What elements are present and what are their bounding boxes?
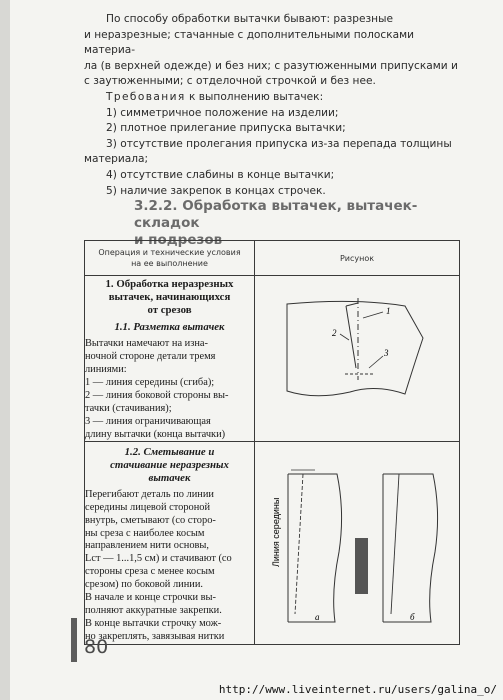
- piece-outline-b: [383, 474, 438, 622]
- subtitle-line: стачивание неразрезных: [110, 459, 229, 472]
- operation-cell: [85, 442, 255, 645]
- dart-top-mark: [346, 303, 358, 306]
- pattern-outline: [287, 301, 423, 395]
- leader-2: [340, 334, 349, 340]
- table-row: [85, 442, 460, 645]
- operation-title: [85, 278, 254, 316]
- dart-marking-figure: [255, 276, 460, 432]
- text-line: ны среза с наиболее косым: [85, 527, 205, 539]
- body-line: По способу обработки вытачки бывают: разрезные: [106, 13, 393, 25]
- text-line: полняют аккуратные закрепки.: [85, 604, 222, 616]
- header-line: Рисунок: [339, 253, 375, 263]
- text-line: Lст — 1...1,5 см) и стачивают (со: [85, 553, 232, 565]
- side-line: [346, 306, 356, 368]
- requirements-heading: [84, 90, 459, 106]
- column-header-figure: [255, 241, 460, 276]
- section-title-line: 3.2.2. Обработка вытачек, вытачек-складок: [134, 198, 418, 231]
- requirements-word: Требования: [106, 90, 186, 103]
- text-line: 3 — линия ограничивающая: [85, 415, 211, 427]
- figure-label-3: 3: [384, 348, 389, 358]
- requirement-item: материала;: [84, 153, 149, 166]
- text-line: срезом) по боковой линии.: [85, 579, 203, 591]
- subtitle-line: вытачек: [148, 472, 191, 485]
- header-line: на ее выполнение: [131, 259, 208, 268]
- body-line: с заутюженными; с отделочной строчкой и без нее.: [84, 75, 376, 88]
- text-line: Перегибают деталь по линии: [85, 488, 214, 500]
- operation-cell: [85, 276, 255, 442]
- leader-3: [369, 356, 383, 368]
- title-line: вытачек, начинающихся: [108, 290, 231, 303]
- text-line: 2 — линия боковой стороны вы-: [85, 389, 229, 401]
- figure-label-2: 2: [332, 328, 337, 338]
- table-header-row: [85, 241, 460, 276]
- requirement-item: 4) отсутствие слабины в конце вытачки;: [106, 168, 335, 181]
- text-line: 1 — линия середины (сгиба);: [85, 376, 215, 388]
- figure-label-1: 1: [386, 306, 391, 316]
- dart-basting-figure: [255, 442, 460, 640]
- requirement-item: 1) симметричное положение на изделии;: [106, 106, 339, 119]
- leader-1: [363, 312, 383, 318]
- header-line: Операция и технические условия: [98, 248, 241, 257]
- text-line: линиями:: [85, 364, 127, 375]
- text-line: Вытачки намечают на изна-: [85, 338, 208, 350]
- text-line: В конце вытачки строчку мож-: [85, 617, 222, 629]
- page-number-bar: [71, 618, 77, 662]
- text-line: направлением нити основы,: [85, 540, 210, 552]
- text-line: стороны среза с менее косым: [85, 566, 215, 578]
- seam-allowance-block: [355, 538, 368, 594]
- text-line: длину вытачки (конца вытачки): [85, 428, 226, 440]
- text-line: внутрь, сметывают (со сторо-: [85, 514, 216, 526]
- figure-label-a: а: [315, 612, 320, 623]
- text-line: середины лицевой стороной: [85, 501, 211, 513]
- requirement-item: 5) наличие закрепок в концах строчек.: [106, 184, 326, 197]
- text-line: ночной стороне детали тремя: [85, 351, 216, 363]
- title-line: 1. Обработка неразрезных: [105, 278, 234, 290]
- page-edge-shadow: [0, 0, 10, 700]
- column-header-operation: [85, 241, 255, 276]
- operation-subtitle: 1.1. Разметка вытачек: [114, 321, 225, 334]
- page-number: 80: [84, 636, 109, 658]
- requirement-item: 3) отсутствие пролегания припуска из-за перепада толщины: [106, 137, 452, 150]
- piece-outline-a: [288, 474, 342, 622]
- stitch-line-b: [391, 474, 399, 614]
- table-row: [85, 276, 460, 442]
- title-line: от срезов: [147, 303, 192, 316]
- operations-table: [84, 240, 460, 645]
- text-line: В начале и конце строчки вы-: [85, 592, 216, 604]
- section-title-line: и подрезов: [134, 232, 223, 248]
- figure-cell-basting: [255, 442, 460, 645]
- figure-cell-marking: [255, 276, 460, 442]
- body-line: ла (в верхней одежде) и без них; с разутюженными припусками и: [84, 59, 458, 72]
- requirement-item: 2) плотное прилегание припуска вытачки;: [106, 122, 346, 135]
- basting-line-a: [295, 474, 303, 614]
- subtitle-line: 1.2. Сметывание и: [124, 446, 215, 459]
- figure-label-b: б: [410, 612, 415, 623]
- text-line: тачки (стачивания);: [85, 402, 172, 414]
- requirements-rest: к выполнению вытачек:: [185, 90, 324, 103]
- text-line: но закреплять, завязывая нитки: [85, 630, 225, 642]
- center-line-label: Линия середины: [271, 498, 281, 568]
- body-line: и неразрезные; стачанные с дополнительными полосками материа-: [84, 28, 414, 57]
- watermark-url: http://www.liveinternet.ru/users/galina_o/: [218, 683, 497, 696]
- body-text: [84, 12, 459, 199]
- operation-subtitle: [85, 446, 254, 484]
